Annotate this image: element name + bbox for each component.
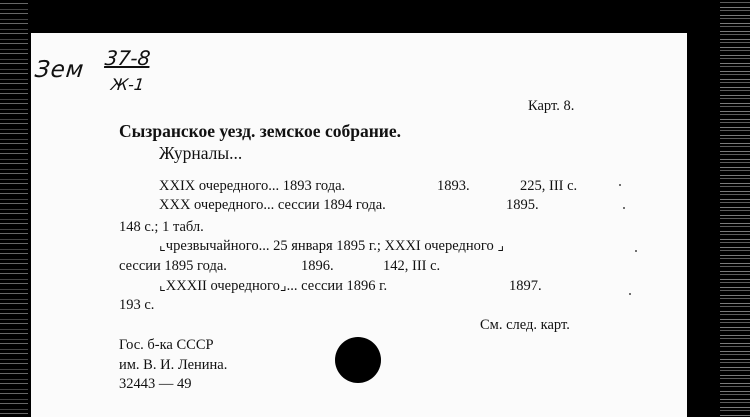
entry-1-pages: 225, III с. xyxy=(520,178,578,194)
library-name: Гос. б-ка СССР xyxy=(119,337,214,353)
card-subtitle: Журналы... xyxy=(159,143,243,163)
entry-3-continuation: сессии 1895 года. xyxy=(119,258,227,274)
entry-2-text: XXX очередного... сессии 1894 года. xyxy=(159,197,386,213)
library-dedication: им. В. И. Ленина. xyxy=(119,357,228,373)
punch-hole xyxy=(335,337,381,383)
card-number-label: Карт. 8. xyxy=(528,98,575,114)
see-next-card: См. след. карт. xyxy=(480,317,570,333)
entry-4-text: ⌞XXXII очередного⌟... сессии 1896 г. xyxy=(159,278,388,294)
scan-speck xyxy=(635,250,637,252)
scan-speck xyxy=(623,207,625,209)
entry-2-pages: 148 с.; 1 табл. xyxy=(119,219,204,235)
scan-speck xyxy=(629,293,631,295)
entry-2-year: 1895. xyxy=(506,197,539,213)
catalog-card xyxy=(31,33,687,417)
handwritten-shelfmark-top: 37-8 xyxy=(103,46,152,70)
entry-4-year: 1897. xyxy=(509,278,542,294)
handwritten-zem: Зем xyxy=(33,57,86,83)
scan-left-edge xyxy=(0,0,28,417)
entry-3-year: 1896. xyxy=(301,258,334,274)
library-card-number: 32443 — 49 xyxy=(119,376,192,392)
entry-3-pages: 142, III с. xyxy=(383,258,441,274)
entry-1-text: XXIX очередного... 1893 года. xyxy=(159,178,346,194)
entry-3-text: ⌞чрезвычайного... 25 января 1895 г.; XXXI очередного ⌟ xyxy=(159,238,505,254)
card-title: Сызранское уезд. земское собрание. xyxy=(119,121,401,141)
scan-speck xyxy=(619,184,621,186)
entry-1-year: 1893. xyxy=(437,178,470,194)
entry-4-pages: 193 с. xyxy=(119,297,155,313)
handwritten-shelfmark-bottom: Ж-1 xyxy=(110,75,146,94)
scan-right-edge xyxy=(720,0,750,417)
